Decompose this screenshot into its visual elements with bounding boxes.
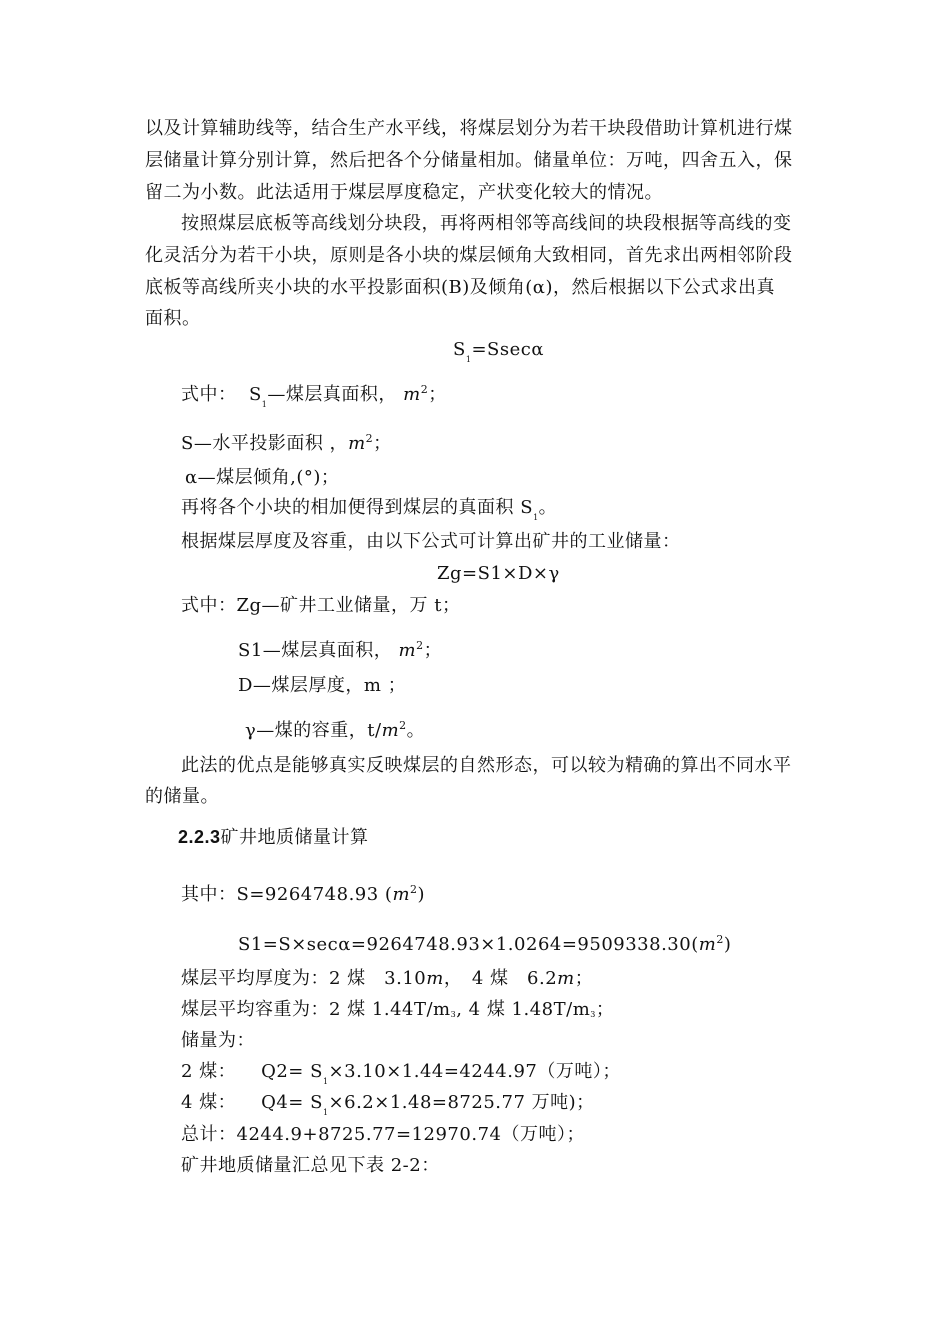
density-end: ；	[595, 999, 615, 1020]
definition-end: 。	[406, 720, 426, 741]
average-density	[181, 998, 614, 1025]
unit-superscript: 2	[416, 639, 424, 652]
reserve-label: 储量为：	[181, 1030, 255, 1051]
definition-gamma	[245, 714, 425, 743]
section-heading	[178, 825, 369, 850]
definition-s	[181, 427, 392, 456]
coal-q: Q4=	[261, 1092, 311, 1113]
formula-rest: =Ssecα	[471, 339, 544, 360]
definition-alpha: α—煤层倾角,(°)；	[185, 467, 340, 488]
definition-s1	[181, 378, 447, 410]
coal-s: S	[310, 1061, 323, 1082]
total-reserve: 总计：4244.9+8725.77=12970.74（万吨）；	[181, 1124, 585, 1145]
coal-label: 4 煤：	[181, 1092, 237, 1113]
para3-line-1: 此法的优点是能够真实反映煤层的自然形态，可以较为精确的算出不同水平	[181, 755, 792, 776]
unit-superscript: 2	[399, 719, 407, 732]
definition-s: S	[248, 384, 262, 405]
definition-text: S1—煤层真面积，	[238, 640, 393, 661]
coal-2-reserve	[181, 1060, 621, 1087]
para1-line-3: 留二为小数。此法适用于煤层厚度稳定，产状变化较大的情况。	[145, 182, 663, 203]
sum-s-subscript: 1	[533, 513, 539, 522]
definition-s-subscript: 1	[261, 400, 268, 409]
definition-end: ；	[423, 640, 443, 661]
calc-text: 其中：S=9264748.93 (	[181, 884, 393, 905]
unit-m: m	[392, 884, 411, 905]
thickness-end: ；	[574, 968, 594, 989]
density-text-b: , 4 煤 1.48T/m	[456, 999, 591, 1020]
para1-line-1: 以及计算辅助线等，结合生产水平线，将煤层划分为若干块段借助计算机进行煤	[145, 118, 793, 139]
unit-superscript: 2	[716, 933, 724, 946]
calc-sentence: 根据煤层厚度及容重，由以下公式可计算出矿井的工业储量：	[181, 531, 681, 552]
coal-value: ×6.2×1.48=8725.77 万吨)；	[328, 1092, 595, 1113]
coal-value: ×3.10×1.44=4244.97（万吨）；	[328, 1061, 621, 1082]
unit-superscript: 2	[365, 432, 374, 445]
para2-line-3: 底板等高线所夹小块的水平投影面积(B)及倾角(α)，然后根据以下公式求出真	[145, 277, 775, 298]
para1-line-2: 层储量计算分别计算，然后把各个分储量相加。储量单位：万吨，四舍五入，保	[145, 150, 793, 171]
unit-m: m	[381, 720, 400, 741]
formula-true-area	[453, 338, 544, 365]
coal-4-reserve	[181, 1091, 595, 1118]
definition-zg: 式中：Zg—矿井工业储量，万 t；	[181, 595, 461, 616]
para3-line-2: 的储量。	[145, 786, 219, 807]
sum-text: 再将各个小块的相加便得到煤层的真面积	[181, 497, 521, 518]
definition-s1-area	[238, 634, 442, 663]
unit-m: m	[698, 934, 717, 955]
formula-s: S	[453, 339, 466, 360]
definition-text: S—水平投影面积 ，	[181, 433, 349, 454]
calc-end: )	[417, 884, 426, 905]
coal-label: 2 煤：	[181, 1061, 237, 1082]
sum-s: S	[520, 497, 534, 518]
thickness-text-b: ， 4 煤 6.2	[443, 968, 558, 989]
unit-superscript: 2	[410, 883, 418, 896]
calc-text: S1=S×secα=9264748.93×1.0264=9509338.30(	[238, 934, 699, 955]
unit-superscript: 2	[420, 383, 429, 396]
coal-s-subscript: 1	[322, 1077, 329, 1086]
unit-m: m	[348, 433, 366, 454]
thickness-text-a: 煤层平均厚度为：2 煤 3.10	[181, 968, 427, 989]
summary-note: 矿井地质储量汇总见下表 2-2：	[181, 1155, 440, 1176]
sum-end: 。	[538, 497, 558, 518]
unit-m: m	[403, 384, 421, 405]
calc-s1	[238, 928, 731, 957]
definition-text: γ—煤的容重，t/	[245, 720, 382, 741]
definition-text: —煤层真面积，	[267, 384, 397, 405]
definition-end: ；	[428, 384, 447, 405]
sum-sentence	[181, 496, 557, 523]
average-thickness	[181, 967, 593, 991]
definition-end: ；	[373, 433, 392, 454]
formula-reserve: Zg=S1×D×γ	[437, 563, 560, 584]
definition-prefix: 式中：	[181, 384, 237, 405]
definition-d: D—煤层厚度，m ；	[238, 675, 407, 696]
density-subscript: 3	[590, 1010, 596, 1019]
formula-s-subscript: 1	[465, 355, 472, 364]
coal-q: Q2=	[261, 1061, 311, 1082]
density-subscript: 3	[450, 1010, 457, 1019]
section-number: 2.2.3	[178, 827, 221, 847]
density-text-a: 煤层平均容重为：2 煤 1.44T/m	[181, 999, 451, 1020]
section-title: 矿井地质储量计算	[220, 827, 369, 848]
unit-m: m	[426, 968, 444, 989]
calc-s	[181, 878, 425, 907]
para2-line-2: 化灵活分为若干小块，原则是各小块的煤层倾角大致相同，首先求出两相邻阶段	[145, 245, 793, 266]
unit-m: m	[398, 640, 417, 661]
para2-line-4: 面积。	[145, 308, 201, 329]
coal-s: S	[310, 1092, 323, 1113]
coal-s-subscript: 1	[322, 1108, 329, 1117]
para2-line-1: 按照煤层底板等高线划分块段，再将两相邻等高线间的块段根据等高线的变	[181, 213, 792, 234]
calc-end: )	[723, 934, 732, 955]
unit-m: m	[557, 968, 575, 989]
